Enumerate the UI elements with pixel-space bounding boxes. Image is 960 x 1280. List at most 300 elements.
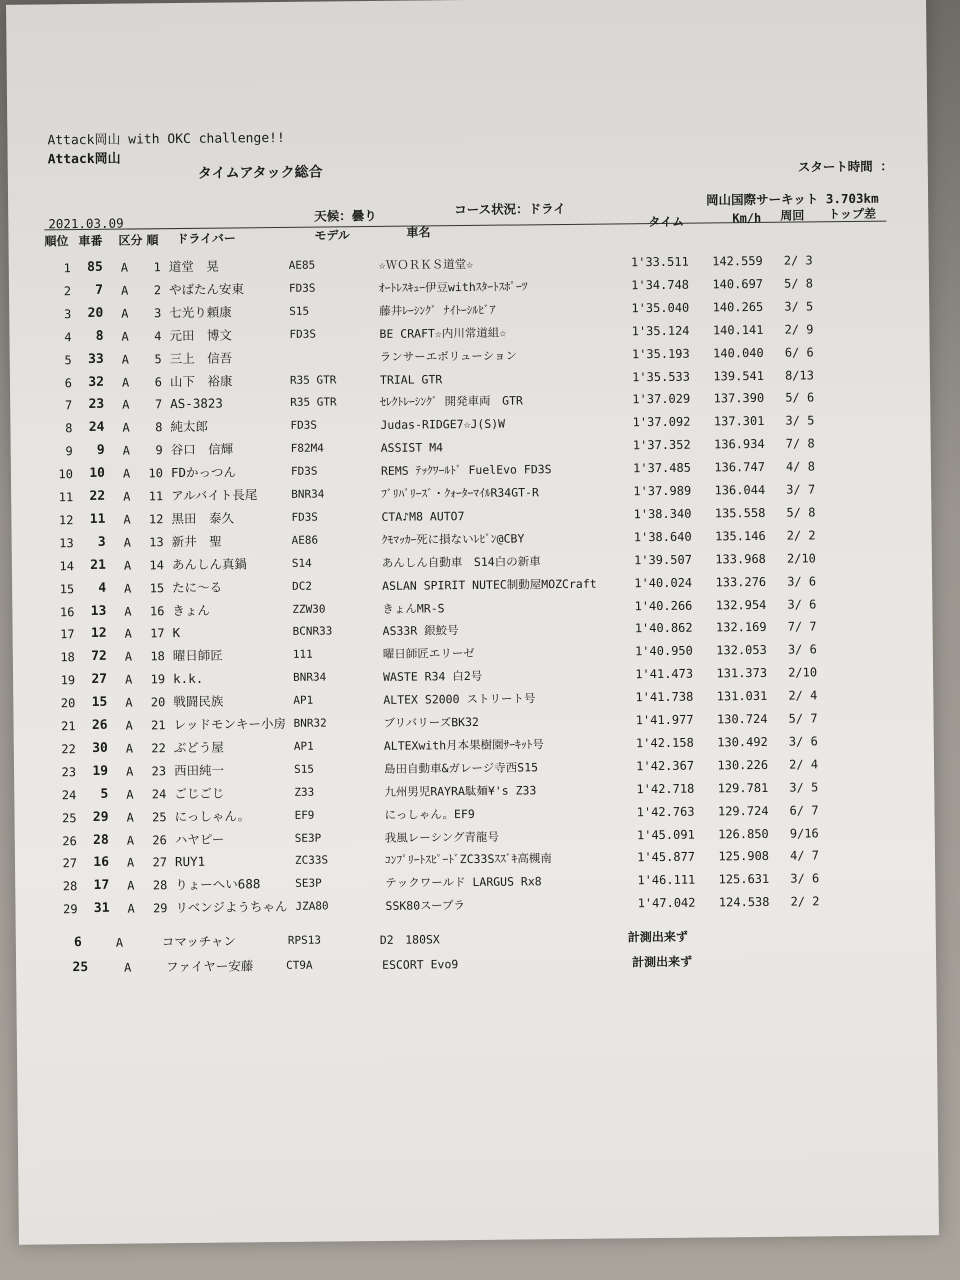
rank-cell: 15 xyxy=(59,581,75,596)
class-order-cell: 14 xyxy=(149,557,164,573)
lap-cell: 3/ 6 xyxy=(787,573,817,589)
driver-cell: アルバイト長尾 xyxy=(171,487,258,504)
col-class: 区分 xyxy=(118,233,143,248)
car-name-cell: ALTEXwith月本果樹園ｻｰｷｯﾄ号 xyxy=(383,737,544,753)
car-number-cell: 72 xyxy=(91,649,107,665)
class-order-cell: 2 xyxy=(153,283,162,298)
rank-cell: 12 xyxy=(58,513,74,528)
lap-cell: 3/ 7 xyxy=(786,482,816,497)
time-cell: 1'33.511 xyxy=(630,254,689,270)
class-order-cell: 20 xyxy=(150,695,166,710)
lap-cell: 2/ 2 xyxy=(786,528,816,543)
driver-cell: 谷口 信輝 xyxy=(170,441,234,458)
car-name-cell: Judas-RIDGE7☆J(S)W xyxy=(380,416,506,433)
col-car-no: 車番 xyxy=(78,233,103,249)
car-name-cell: D2 180SX xyxy=(379,932,440,947)
speed-cell: 131.031 xyxy=(716,688,768,704)
speed-cell: 142.559 xyxy=(712,253,763,269)
col-speed: Km/h xyxy=(732,210,762,226)
car-number-cell: 22 xyxy=(89,488,106,504)
col-time: タイム xyxy=(648,214,685,230)
driver-cell: ファイヤー安藤 xyxy=(166,958,254,975)
class-cell: A xyxy=(125,672,133,687)
class-order-cell: 23 xyxy=(151,763,167,779)
time-cell: 1'41.473 xyxy=(635,666,694,682)
class-order-cell: 29 xyxy=(152,901,168,916)
model-cell: R35 GTR xyxy=(290,395,337,410)
driver-cell: たに～る xyxy=(172,579,223,595)
time-cell: 1'41.738 xyxy=(635,689,694,705)
class-order-cell: 24 xyxy=(151,786,167,802)
speed-cell: 129.724 xyxy=(717,803,769,818)
class-order-cell: 25 xyxy=(152,809,167,824)
rank-cell: 16 xyxy=(59,604,75,619)
class-cell: A xyxy=(125,764,134,779)
model-cell: S14 xyxy=(291,556,312,570)
driver-cell: K xyxy=(172,625,181,641)
driver-cell: 七光り頼康 xyxy=(169,304,232,320)
lap-cell: 7/ 8 xyxy=(785,436,815,451)
lap-cell: 3/ 5 xyxy=(785,413,815,428)
car-name-cell: テックワールド LARGUS Rx8 xyxy=(385,874,542,891)
results-sheet xyxy=(6,0,939,1245)
speed-cell: 133.276 xyxy=(715,574,767,590)
speed-cell: 139.541 xyxy=(713,368,765,383)
driver-cell: 戦闘民族 xyxy=(173,693,224,710)
time-cell: 1'40.862 xyxy=(634,621,693,636)
car-name-cell: AS33R 銀鮫号 xyxy=(382,623,459,639)
time-cell: 1'39.507 xyxy=(634,552,692,567)
driver-cell: ぶどう屋 xyxy=(173,739,224,755)
time-cell: 1'37.092 xyxy=(632,414,691,430)
lap-cell: 2/10 xyxy=(786,551,816,566)
driver-cell: やばたん安東 xyxy=(168,281,245,298)
rank-cell: 11 xyxy=(58,490,74,505)
car-number-cell: 5 xyxy=(100,786,109,802)
course-condition: コース状況：ドライ xyxy=(454,200,566,218)
class-cell: A xyxy=(123,535,131,550)
car-name-cell: CTA♪M8 AUTO7 xyxy=(381,508,465,524)
car-number-cell: 85 xyxy=(87,259,103,275)
lap-cell: 8/13 xyxy=(784,367,815,383)
time-cell: 1'37.352 xyxy=(632,437,691,453)
model-cell: SE3P xyxy=(294,831,322,845)
car-name-cell: 我風レーシング青龍号 xyxy=(384,829,500,845)
model-cell: SE3P xyxy=(295,876,322,891)
driver-cell: りょーへい688 xyxy=(175,876,261,893)
speed-cell: 125.908 xyxy=(718,849,770,864)
rank-cell: 20 xyxy=(60,696,76,711)
rank-cell: 13 xyxy=(59,535,74,551)
driver-cell: FDかっつん xyxy=(170,464,237,481)
class-cell: A xyxy=(124,649,133,664)
car-name-cell: にっしゃん。EF9 xyxy=(384,806,475,822)
class-cell: A xyxy=(120,283,129,298)
class-order-cell: 28 xyxy=(152,878,168,893)
driver-cell: k.k. xyxy=(173,670,204,687)
car-name-cell: 藤井ﾚｰｼﾝｸﾞ ﾅｲﾄｰｼﾙﾋﾞｱ xyxy=(379,302,496,318)
time-cell: 1'34.748 xyxy=(631,277,690,293)
car-number-cell: 17 xyxy=(93,878,110,894)
class-order-cell: 16 xyxy=(149,603,165,618)
class-order-cell: 22 xyxy=(151,741,166,756)
model-cell: Z33 xyxy=(294,785,315,799)
driver-cell: リベンジようちゃん xyxy=(175,899,288,916)
lap-cell: 3/ 6 xyxy=(790,871,820,886)
col-model: モデル xyxy=(314,228,350,243)
rank-cell: 9 xyxy=(65,444,73,459)
speed-cell: 140.697 xyxy=(712,276,764,292)
car-name-cell: きょんMR-S xyxy=(382,600,445,616)
model-cell: FD3S xyxy=(288,281,316,295)
time-cell: 1'45.877 xyxy=(637,850,696,865)
car-name-cell: ﾌﾞﾘﾊﾞﾘｰｽﾞ・ｸｫｰﾀｰﾏｲﾙR34GT-R xyxy=(381,485,539,501)
lap-cell: 4/ 7 xyxy=(790,848,820,864)
class-order-cell: 3 xyxy=(153,306,162,321)
class-cell: A xyxy=(127,901,135,916)
class-cell: A xyxy=(125,718,133,733)
class-cell: A xyxy=(121,375,130,390)
class-order-cell: 12 xyxy=(148,512,164,527)
speed-cell: 132.954 xyxy=(715,597,767,612)
lap-cell: 2/10 xyxy=(788,665,818,680)
model-cell: FD3S xyxy=(290,464,318,478)
car-number-cell: 4 xyxy=(98,580,107,596)
time-cell: 1'47.042 xyxy=(637,895,696,911)
driver-cell: 三上 信吾 xyxy=(169,350,233,366)
time-cell: 1'37.989 xyxy=(633,483,692,499)
speed-cell: 140.040 xyxy=(713,345,764,361)
class-cell: A xyxy=(127,878,135,893)
class-cell: A xyxy=(124,581,132,596)
rank-cell: 18 xyxy=(60,650,75,665)
car-number-cell: 15 xyxy=(91,694,108,711)
class-cell: A xyxy=(125,695,133,710)
lap-cell: 3/ 6 xyxy=(787,642,817,657)
rank-cell: 26 xyxy=(62,833,77,848)
time-cell: 1'41.977 xyxy=(635,712,694,728)
weather: 天候：曇り xyxy=(314,207,377,224)
model-cell: CT9A xyxy=(286,958,313,972)
class-cell: A xyxy=(123,489,131,504)
car-name-cell: ☆ＷＯＲＫＳ道堂☆ xyxy=(378,256,474,272)
model-cell: AP1 xyxy=(293,739,314,753)
speed-cell: 135.558 xyxy=(714,505,766,521)
car-number-cell: 26 xyxy=(91,717,108,733)
rank-cell: 7 xyxy=(64,398,73,413)
col-driver: ドライバー xyxy=(176,231,236,247)
class-cell: A xyxy=(123,512,131,527)
class-order-cell: 27 xyxy=(152,855,168,870)
car-number-cell: 24 xyxy=(88,420,105,436)
lap-cell: 2/ 9 xyxy=(784,322,814,337)
car-number-cell: 32 xyxy=(88,374,105,390)
model-cell: F82M4 xyxy=(290,441,324,456)
rank-cell: 19 xyxy=(60,673,76,688)
class-order-cell: 17 xyxy=(150,626,165,641)
time-cell: 1'38.640 xyxy=(633,529,692,545)
car-name-cell: SSK80スープラ xyxy=(385,898,466,914)
model-cell: DC2 xyxy=(292,579,313,593)
speed-cell: 137.301 xyxy=(713,414,765,429)
rank-cell: 28 xyxy=(62,879,78,894)
speed-cell: 136.044 xyxy=(714,482,766,498)
speed-cell: 129.781 xyxy=(717,780,769,796)
speed-cell: 132.053 xyxy=(716,643,767,658)
lap-cell: 6/ 7 xyxy=(789,802,819,818)
speed-cell: 130.724 xyxy=(716,711,768,727)
car-name-cell: 曜日師匠エリーゼ xyxy=(382,646,475,662)
car-number-cell: 13 xyxy=(90,603,107,619)
col-lap: 周回 xyxy=(780,208,805,223)
model-cell: ZC33S xyxy=(294,853,329,868)
class-cell: A xyxy=(124,604,132,619)
class-order-cell: 13 xyxy=(149,534,164,550)
car-number-cell: 25 xyxy=(72,960,89,976)
speed-cell: 133.968 xyxy=(715,551,766,567)
driver-cell: コマッチャン xyxy=(161,933,237,950)
class-order-cell: 9 xyxy=(155,443,163,458)
rank-cell: 4 xyxy=(64,329,72,344)
car-number-cell: 16 xyxy=(93,855,110,871)
driver-cell: 道堂 晃 xyxy=(168,258,219,275)
time-cell: 1'40.950 xyxy=(634,643,693,659)
class-order-cell: 8 xyxy=(155,420,163,435)
car-name-cell: あんしん自動車 S14白の新車 xyxy=(381,553,541,570)
car-name-cell: ASLAN SPIRIT NUTEC制動屋MOZCraft xyxy=(382,576,597,593)
rank-cell: 1 xyxy=(63,261,71,276)
time-cell: 1'37.485 xyxy=(633,460,691,476)
car-number-cell: 11 xyxy=(89,511,106,527)
event-subtitle: Attack岡山 xyxy=(47,151,121,168)
event-title: Attack岡山 with OKC challenge!! xyxy=(47,130,285,149)
class-cell: A xyxy=(115,935,124,950)
model-cell: FD3S xyxy=(291,510,318,524)
driver-cell: 曜日師匠 xyxy=(172,647,223,664)
class-cell: A xyxy=(120,260,129,275)
class-cell: A xyxy=(125,741,134,756)
car-number-cell: 10 xyxy=(89,465,106,482)
time-cell: 1'40.024 xyxy=(634,575,693,590)
car-name-cell: ｺﾝﾌﾟﾘｰﾄｽﾋﾟｰﾄﾞZC33Sｽｽﾞｷ高槻南 xyxy=(384,851,552,868)
model-cell: 111 xyxy=(292,647,313,662)
speed-cell: 130.492 xyxy=(717,734,768,750)
driver-cell: RUY1 xyxy=(174,854,206,870)
driver-cell: 元田 博文 xyxy=(169,327,233,343)
time-cell: 1'35.040 xyxy=(631,300,690,316)
class-order-cell: 7 xyxy=(154,397,163,412)
model-cell: AE86 xyxy=(291,533,319,547)
speed-cell: 126.850 xyxy=(718,826,769,841)
class-cell: A xyxy=(126,833,135,848)
class-cell: A xyxy=(124,626,132,641)
rank-cell: 14 xyxy=(59,558,74,573)
speed-cell: 132.169 xyxy=(715,620,767,635)
class-cell: A xyxy=(122,420,130,435)
car-name-cell: ｾﾚｸﾄﾚｰｼﾝｸﾞ 開発車両 GTR xyxy=(380,393,523,410)
lap-cell: 3/ 6 xyxy=(788,734,818,749)
lap-cell: 2/ 4 xyxy=(789,757,819,772)
class-cell: A xyxy=(121,329,129,344)
car-number-cell: 28 xyxy=(93,832,109,848)
car-name-cell: ASSIST M4 xyxy=(380,440,444,456)
speed-cell: 130.226 xyxy=(717,757,769,773)
class-cell: A xyxy=(126,787,134,802)
speed-cell: 131.373 xyxy=(716,666,768,681)
rank-cell: 6 xyxy=(64,375,73,390)
speed-cell: 140.141 xyxy=(712,322,764,338)
session-title: タイムアタック総合 xyxy=(197,164,323,182)
model-cell: FD3S xyxy=(289,327,317,341)
rank-cell: 21 xyxy=(61,719,76,734)
model-cell: BNR34 xyxy=(293,670,327,685)
car-number-cell: 9 xyxy=(96,442,105,459)
driver-cell: AS-3823 xyxy=(170,395,223,412)
time-cell: 1'35.124 xyxy=(631,323,690,338)
col-rank: 順位 xyxy=(44,234,69,249)
speed-cell: 124.538 xyxy=(718,895,770,910)
car-name-cell: ランサーエボリューション xyxy=(379,348,517,364)
lap-cell: 2/ 3 xyxy=(783,253,813,268)
col-order: 順 xyxy=(146,233,159,248)
speed-cell: 125.631 xyxy=(718,872,770,887)
model-cell: S15 xyxy=(289,304,310,318)
rank-cell: 5 xyxy=(64,352,72,367)
lap-cell: 5/ 8 xyxy=(786,505,816,520)
rank-cell: 3 xyxy=(63,306,72,322)
lap-cell: 2/ 4 xyxy=(788,688,818,703)
lap-cell: 9/16 xyxy=(789,825,819,841)
start-time-label: スタート時間 ： xyxy=(797,158,893,175)
rank-cell: 8 xyxy=(65,421,73,436)
rank-cell: 2 xyxy=(63,284,72,299)
speed-cell: 135.146 xyxy=(714,528,766,544)
driver-cell: ハヤピー xyxy=(174,831,225,847)
class-cell: A xyxy=(124,960,132,975)
lap-cell: 3/ 5 xyxy=(789,780,819,795)
driver-cell: ごじごじ xyxy=(174,785,225,801)
model-cell: EF9 xyxy=(294,808,315,822)
car-number-cell: 3 xyxy=(97,534,106,550)
car-name-cell: ｵｰﾄﾚｽｷｭｰ伊豆withｽﾀｰﾄｽﾎﾟｰﾂ xyxy=(378,279,528,295)
model-cell: R35 GTR xyxy=(289,372,337,387)
speed-cell: 140.265 xyxy=(712,299,764,315)
rank-cell: 10 xyxy=(58,467,74,482)
model-cell: AE85 xyxy=(288,258,316,272)
model-cell: AP1 xyxy=(293,693,314,707)
time-cell: 1'42.763 xyxy=(636,804,695,819)
car-number-cell: 31 xyxy=(93,900,110,917)
rank-cell: 25 xyxy=(62,810,77,825)
model-cell: BCNR33 xyxy=(292,624,333,639)
car-number-cell: 23 xyxy=(88,397,105,413)
time-cell: 1'35.533 xyxy=(632,369,691,384)
col-car-name: 車名 xyxy=(406,225,431,240)
car-number-cell: 8 xyxy=(95,328,104,344)
car-name-cell: BE CRAFT☆内川常道組☆ xyxy=(379,325,507,341)
driver-cell: 黒田 泰久 xyxy=(171,510,235,527)
driver-cell: にっしゃん。 xyxy=(174,807,251,824)
lap-cell: 5/ 7 xyxy=(788,711,818,726)
car-name-cell: 九州男児RAYRA駄麺¥'s Z33 xyxy=(384,782,537,799)
time-cell: 1'37.029 xyxy=(632,392,691,407)
no-time-label: 計測出来ず xyxy=(632,954,693,970)
lap-cell: 6/ 6 xyxy=(784,344,814,360)
model-cell: RPS13 xyxy=(287,933,322,947)
time-cell: 1'45.091 xyxy=(636,827,695,842)
class-order-cell: 11 xyxy=(148,489,164,504)
lap-cell: 2/ 2 xyxy=(790,894,820,909)
class-order-cell: 26 xyxy=(152,832,167,847)
model-cell: ZZW30 xyxy=(292,602,326,616)
rank-cell: 22 xyxy=(61,742,76,757)
model-cell: BNR32 xyxy=(293,716,327,730)
model-cell: BNR34 xyxy=(291,487,325,501)
lap-cell: 3/ 6 xyxy=(787,596,817,612)
car-number-cell: 30 xyxy=(92,740,108,756)
rank-cell: 24 xyxy=(61,787,77,802)
lap-cell: 5/ 6 xyxy=(785,390,815,406)
class-order-cell: 4 xyxy=(154,328,162,343)
date: 2021.03.09 xyxy=(48,215,124,232)
car-number-cell: 29 xyxy=(92,809,109,825)
time-cell: 1'46.111 xyxy=(637,872,696,888)
rank-cell: 17 xyxy=(60,627,75,642)
class-cell: A xyxy=(122,397,130,413)
driver-cell: 西田純一 xyxy=(173,762,225,778)
driver-cell: あんしん真鍋 xyxy=(171,556,247,572)
lap-cell: 3/ 5 xyxy=(784,299,814,314)
class-order-cell: 6 xyxy=(154,374,163,389)
car-name-cell: TRIAL GTR xyxy=(379,371,443,387)
model-cell: S15 xyxy=(293,762,314,776)
car-number-cell: 19 xyxy=(92,763,109,779)
lap-cell: 5/ 8 xyxy=(784,276,814,291)
car-name-cell: REMS ﾃｯｸﾜｰﾙﾄﾞ FuelEvo FD3S xyxy=(380,462,552,479)
driver-cell: きょん xyxy=(172,602,210,618)
class-order-cell: 15 xyxy=(149,580,165,595)
driver-cell: 新井 聖 xyxy=(171,533,222,549)
model-cell: JZA80 xyxy=(295,899,329,914)
circuit-name: 岡山国際サーキット 3.703km xyxy=(706,190,879,208)
car-number-cell: 12 xyxy=(90,626,107,642)
model-cell: FD3S xyxy=(290,418,318,433)
rank-cell: 27 xyxy=(62,856,78,871)
speed-cell: 136.934 xyxy=(714,437,765,452)
rank-cell: 29 xyxy=(62,902,78,917)
time-cell: 1'38.340 xyxy=(633,506,692,522)
class-cell: A xyxy=(123,558,132,573)
class-cell: A xyxy=(122,443,131,458)
car-number-cell: 7 xyxy=(95,282,104,298)
driver-cell: レッドモンキー小房 xyxy=(173,715,287,733)
class-order-cell: 1 xyxy=(153,260,161,275)
car-name-cell: ESCORT Evo9 xyxy=(382,957,459,972)
lap-cell: 4/ 8 xyxy=(785,459,815,474)
rank-cell: 23 xyxy=(61,764,77,780)
class-cell: A xyxy=(122,466,131,481)
time-cell: 1'42.367 xyxy=(636,758,695,774)
driver-cell: 純太郎 xyxy=(170,419,209,435)
car-name-cell: 島田自動車&ガレージ寺西S15 xyxy=(383,760,539,776)
class-order-cell: 21 xyxy=(151,718,166,733)
car-name-cell: ｸﾓﾏｯｶｰ死に損ないﾚﾋﾞﾝ@CBY xyxy=(381,531,525,547)
class-cell: A xyxy=(126,855,135,870)
car-number-cell: 6 xyxy=(73,935,82,951)
car-number-cell: 21 xyxy=(90,557,106,573)
car-number-cell: 33 xyxy=(88,351,104,367)
car-name-cell: ブリバリーズBK32 xyxy=(383,714,479,730)
